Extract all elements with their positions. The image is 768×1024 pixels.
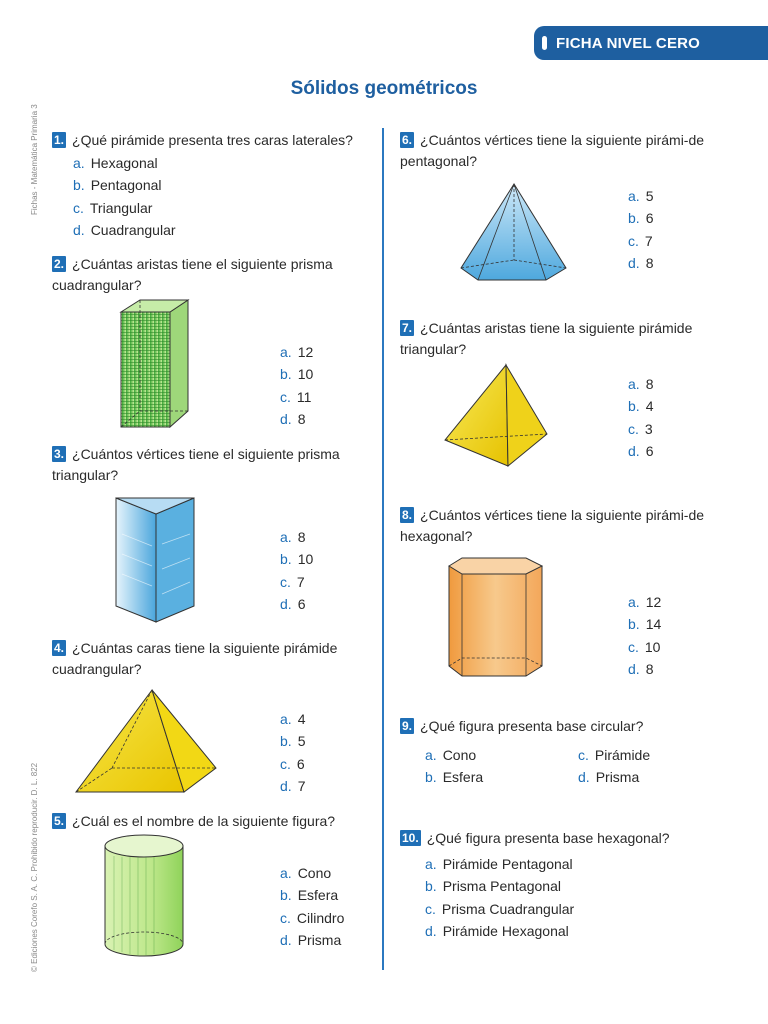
question-number: 2. <box>54 257 65 271</box>
option[interactable]: d. Prisma <box>578 769 640 786</box>
question-text: ¿Cuántas aristas tiene el siguiente prisma cuadrangular? <box>52 256 333 293</box>
option[interactable]: a. Cono <box>425 747 477 763</box>
option[interactable]: c. 10 <box>628 638 661 655</box>
option[interactable]: a. 8 <box>628 376 654 392</box>
question-number: 9. <box>402 719 413 733</box>
question-text: ¿Cuántos vértices tiene el siguiente prisma triangular? <box>52 446 340 483</box>
option[interactable]: c. 11 <box>280 388 312 405</box>
page-title: Sólidos geométricos <box>290 78 478 99</box>
question-text: ¿Qué figura presenta base circular? <box>420 718 644 734</box>
option[interactable]: b. 5 <box>280 733 306 750</box>
question-number: 3. <box>54 447 65 461</box>
triangular-prism-figure <box>112 494 198 626</box>
option[interactable]: d. 8 <box>628 254 654 271</box>
options-q10 <box>425 853 574 942</box>
option[interactable]: b. Esfera <box>280 887 339 904</box>
side-caption-top: Fichas - Matemática Primaria 3 <box>30 104 39 215</box>
question-1 <box>52 130 367 151</box>
question-9 <box>400 716 716 737</box>
option[interactable]: d. 8 <box>280 410 306 427</box>
question-number: 8. <box>402 508 413 522</box>
option[interactable]: b. 4 <box>628 398 654 415</box>
question-text: ¿Cuántos vértices tiene la siguiente pirámi-de hexagonal? <box>400 507 705 544</box>
square-pyramid-figure <box>74 688 220 796</box>
options-q2 <box>280 341 313 430</box>
option[interactable]: b. 10 <box>280 551 314 568</box>
option[interactable]: d. 7 <box>280 777 306 794</box>
column-divider <box>382 128 384 970</box>
option[interactable]: d. Prisma <box>280 931 342 948</box>
option[interactable]: b. Pentagonal <box>73 177 162 194</box>
question-6 <box>400 130 716 172</box>
option[interactable]: c. Prisma Cuadrangular <box>425 900 575 917</box>
options-q3 <box>280 526 313 615</box>
question-text: ¿Cuántos vértices tiene la siguiente pirámi-de pentagonal? <box>400 132 705 169</box>
question-number: 1. <box>54 133 65 147</box>
side-caption-bottom: © Ediciones Corefo S. A. C. Prohibido reproducir. D. L. 822 <box>30 762 39 972</box>
option[interactable]: a. 4 <box>280 711 306 727</box>
triangular-pyramid-figure <box>442 362 550 468</box>
options-q5 <box>280 862 344 951</box>
option[interactable]: c. 3 <box>628 420 653 437</box>
tab-marker <box>542 36 547 50</box>
tab-label: FICHA NIVEL CERO <box>556 34 701 52</box>
option[interactable]: d. Pirámide Hexagonal <box>425 922 569 939</box>
question-10 <box>400 828 716 849</box>
option[interactable]: c. 7 <box>628 232 653 249</box>
options-q9-col1 <box>425 744 483 789</box>
options-q9-col2 <box>578 744 650 789</box>
options-q4 <box>280 708 305 797</box>
question-text: ¿Qué figura presenta base hexagonal? <box>426 830 670 846</box>
question-text: ¿Cuántas caras tiene la siguiente pirámide cuadrangular? <box>52 640 338 677</box>
option[interactable]: d. 6 <box>280 595 306 612</box>
pentagonal-pyramid-figure <box>458 182 570 284</box>
question-3 <box>52 444 367 486</box>
options-q6 <box>628 185 653 274</box>
option[interactable]: a. 12 <box>280 344 314 360</box>
options-q1 <box>73 152 176 241</box>
option[interactable]: c. Pirámide <box>578 747 651 763</box>
square-prism-figure <box>118 298 192 430</box>
cylinder-figure <box>102 832 186 960</box>
question-2 <box>52 254 367 296</box>
option[interactable]: b. 14 <box>628 616 662 633</box>
option[interactable]: a. 8 <box>280 529 306 545</box>
option[interactable]: b. Prisma Pentagonal <box>425 878 561 895</box>
question-number: 5. <box>54 814 65 828</box>
question-text: ¿Qué pirámide presenta tres caras laterales? <box>72 132 353 148</box>
option[interactable]: b. 10 <box>280 366 314 383</box>
question-5 <box>52 811 367 832</box>
option[interactable]: c. 7 <box>280 573 305 590</box>
option[interactable]: d. 8 <box>628 660 654 677</box>
options-q7 <box>628 373 653 462</box>
option[interactable]: a. 5 <box>628 188 654 204</box>
question-8 <box>400 505 716 547</box>
hexagonal-prism-figure <box>446 556 546 680</box>
question-number: 7. <box>402 321 413 335</box>
question-text: ¿Cuántas aristas tiene la siguiente pirámide triangular? <box>400 320 693 357</box>
question-number: 10. <box>402 831 419 845</box>
options-q8 <box>628 591 661 680</box>
option[interactable]: a. Cono <box>280 865 332 881</box>
option[interactable]: a. 12 <box>628 594 662 610</box>
option[interactable]: c. Triangular <box>73 199 153 216</box>
option[interactable]: d. 6 <box>628 442 654 459</box>
option[interactable]: d. Cuadrangular <box>73 221 176 238</box>
option[interactable]: b. 6 <box>628 210 654 227</box>
option[interactable]: c. Cilindro <box>280 909 345 926</box>
question-number: 6. <box>402 133 413 147</box>
question-7 <box>400 318 716 360</box>
option[interactable]: b. Esfera <box>425 769 484 786</box>
option[interactable]: a. Pirámide Pentagonal <box>425 856 573 872</box>
option[interactable]: c. 6 <box>280 755 305 772</box>
option[interactable]: a. Hexagonal <box>73 155 158 171</box>
question-number: 4. <box>54 641 65 655</box>
level-tab <box>534 26 768 60</box>
question-text: ¿Cuál es el nombre de la siguiente figura? <box>72 813 336 829</box>
question-4 <box>52 638 367 680</box>
